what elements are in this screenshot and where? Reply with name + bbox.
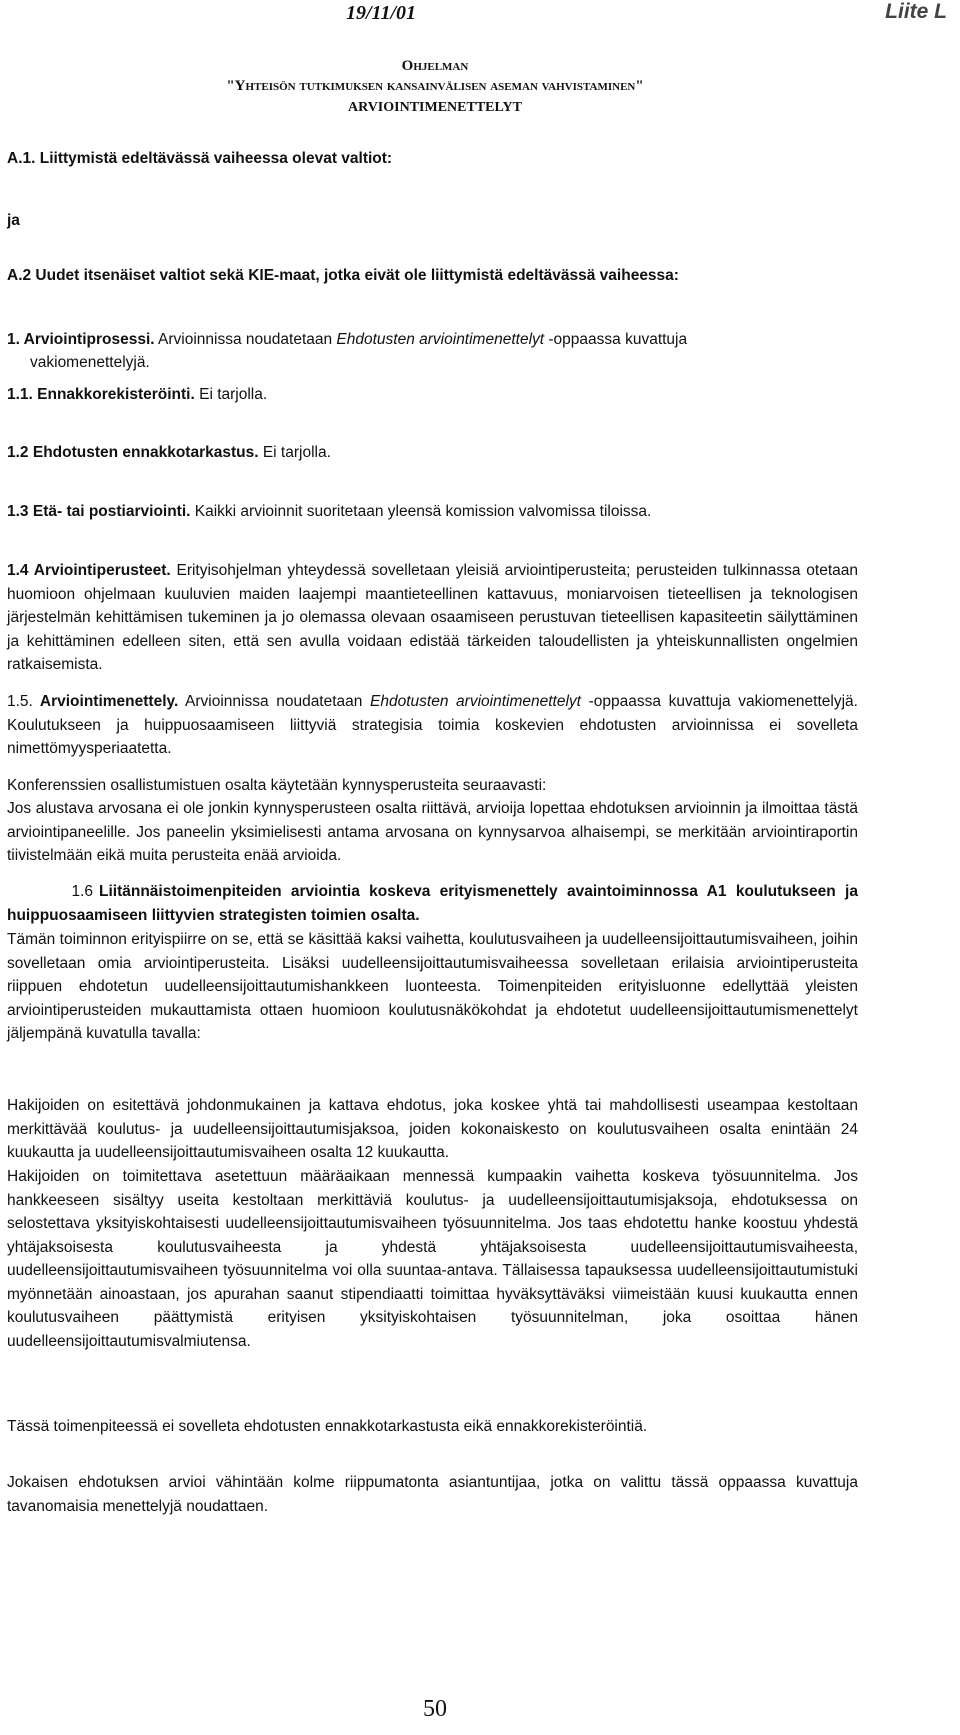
header-date: 19/11/01 (346, 2, 417, 24)
final-paragraph-2: Jokaisen ehdotuksen arvioi vähintään kolme riippumatonta asiantuntijaa, jotka on valittu tässä oppaassa kuvattuja tavanomaisia menettelyjä noudattaen. (7, 1474, 858, 1515)
section-a2-heading: A.2 Uudet itsenäiset valtiot sekä KIE-maat, jotka eivät ole liittymistä edeltävässä vaiheessa: (7, 267, 679, 284)
section-1-6-heading: 1.6 Liitännäistoimenpiteiden arviointia koskeva erityismenettely avaintoiminnossa A1 koulutukseen ja huippuosaamiseen liittyvien strategisten toimien osalta. (7, 883, 858, 924)
section-1-6-text-3: Hakijoiden on toimitettava asetettuun määräaikaan mennessä kumpaakin vaihetta koskeva työsuunnitelma. Jos hankkeeseen sisältyy useita kestoltaan merkittäviä koulutus- ja uudelleensijoittautumisjaksoja, ehdotuksessa on selostettava yksityiskohtaisesti uudelleensijoittautumisvaiheen työsuunnitelma. Jos taas ehdotettu hanke koostuu yhdestä yhtäjaksoisesta koulutusvaiheesta ja yhdestä yhtäjaksoisesta uudelleensijoittautumisvaiheesta, uudelleensijoittautumisvaiheen työsuunnitelma voi olla suuntaa-antava. Tällaisessa tapauksessa uudelleensijoittautumistuki myönnetään ainoastaan, jos apurahan saanut stipendiaatti toimittaa hyväksyttäväksi viimeistään kuusi kuukautta ennen koulutusvaiheen päättymistä erityisen yksityiskohtaisen työsuunnitelman, joka osoittaa hänen uudelleensijoittautumisvalmiutensa. (7, 1168, 858, 1350)
section-1-line-2: vakiomenettelyjä. (30, 354, 150, 371)
title-line-3: ARVIOINTIMENETTELYT (347, 100, 523, 115)
conference-text: Jos alustava arvosana ei ole jonkin kynnysperusteen osalta riittävä, arvioija lopettaa ehdotuksen arvioinnin ja ilmoittaa tästä arviointipaneelille. Jos paneelin yksimielisesti antama arvosana on kynnysarvoa alhaisempi, se merkitään arviointiraportin tiivistelmään eikä muita perusteita enää arvioida. (7, 800, 858, 864)
conjunction-text: ja (7, 212, 20, 229)
section-1-6-text-1: Tämän toiminnon erityispiirre on se, että se käsittää kaksi vaihetta, koulutusvaiheen ja uudelleensijoittautumisvaiheen, joihin sovelletaan omia arviointiperusteita. Lisäksi uudelleensijoittautumisvaiheessa sovelletaan erilaisia arviointiperusteita riippuen ehdotetun uudelleensijoittautumishankkeen luonteesta. Toimenpiteiden erityisluonne edellyttää yleisten arviointiperusteiden mukauttamista ottaen huomioon koulutusnäkökohdat ja ehdotetut uudelleensijoittautumismenettelyt jäljempänä kuvatulla tavalla: (7, 931, 858, 1042)
conference-intro: Konferenssien osallistumistuen osalta käytetään kynnysperusteita seuraavasti: (7, 777, 547, 794)
section-1-line-1: 1. Arviointiprosessi. Arvioinnissa noudatetaan Ehdotusten arviointimenettelyt -oppaassa kuvattuja (7, 331, 688, 348)
title-line-2: "Yhteisön tutkimuksen kansainvälisen aseman vahvistaminen" (226, 78, 644, 94)
section-1-3: 1.3 Etä- tai postiarviointi. Kaikki arvioinnit suoritetaan yleensä komission valvomissa tiloissa. (7, 503, 652, 520)
header-appendix: Liite L (885, 0, 947, 23)
section-1-heading: 1. Arviointiprosessi. (7, 331, 155, 348)
section-a1-heading: A.1. Liittymistä edeltävässä vaiheessa olevat valtiot: (7, 150, 393, 167)
section-1-5: 1.5. Arviointimenettely. Arvioinnissa noudatetaan Ehdotusten arviointimenettelyt -oppaassa kuvattuja vakiomenettelyjä. Koulutukseen ja huippuosaamiseen liittyviä strategisia toimia koskevien ehdotusten arvioinnissa ei sovelleta nimettömyysperiaatetta. (7, 693, 858, 757)
section-1-4: 1.4 Arviointiperusteet. Erityisohjelman yhteydessä sovelletaan yleisiä arviointiperusteita; perusteiden tulkinnassa otetaan huomioon ohjelmaan kuuluvien maiden laajempi maantieteellinen kattavuus, moniarvoisen tieteellisen ja teknologisen järjestelmän kehittämisen tukeminen ja jo olemassa olevaan osaamiseen perustuvan tieteellisen kapasiteetin säilyttäminen ja kehittäminen edelleen siten, että sen avulla voidaan edistää tärkeiden taloudellisten ja yhteiskunnallisten ongelmien ratkaisemista. (7, 562, 858, 673)
section-1-6-text-2: Hakijoiden on esitettävä johdonmukainen ja kattava ehdotus, joka koskee yhtä tai mahdollisesti useampaa kestoltaan merkittävää koulutus- ja uudelleensijoittautumisjaksoa, joiden kokonaiskesto on koulutusvaiheen osalta enintään 24 kuukautta ja uudelleensijoittautumisvaiheen osalta 12 kuukautta. (7, 1097, 858, 1161)
final-paragraph-1: Tässä toimenpiteessä ei sovelleta ehdotusten ennakkotarkastusta eikä ennakkorekisteröintiä. (7, 1418, 648, 1435)
title-line-1: Ohjelman (401, 58, 469, 74)
section-1-2: 1.2 Ehdotusten ennakkotarkastus. Ei tarjolla. (7, 444, 331, 461)
page-number: 50 (423, 1696, 447, 1722)
section-1-1: 1.1. Ennakkorekisteröinti. Ei tarjolla. (7, 386, 268, 403)
